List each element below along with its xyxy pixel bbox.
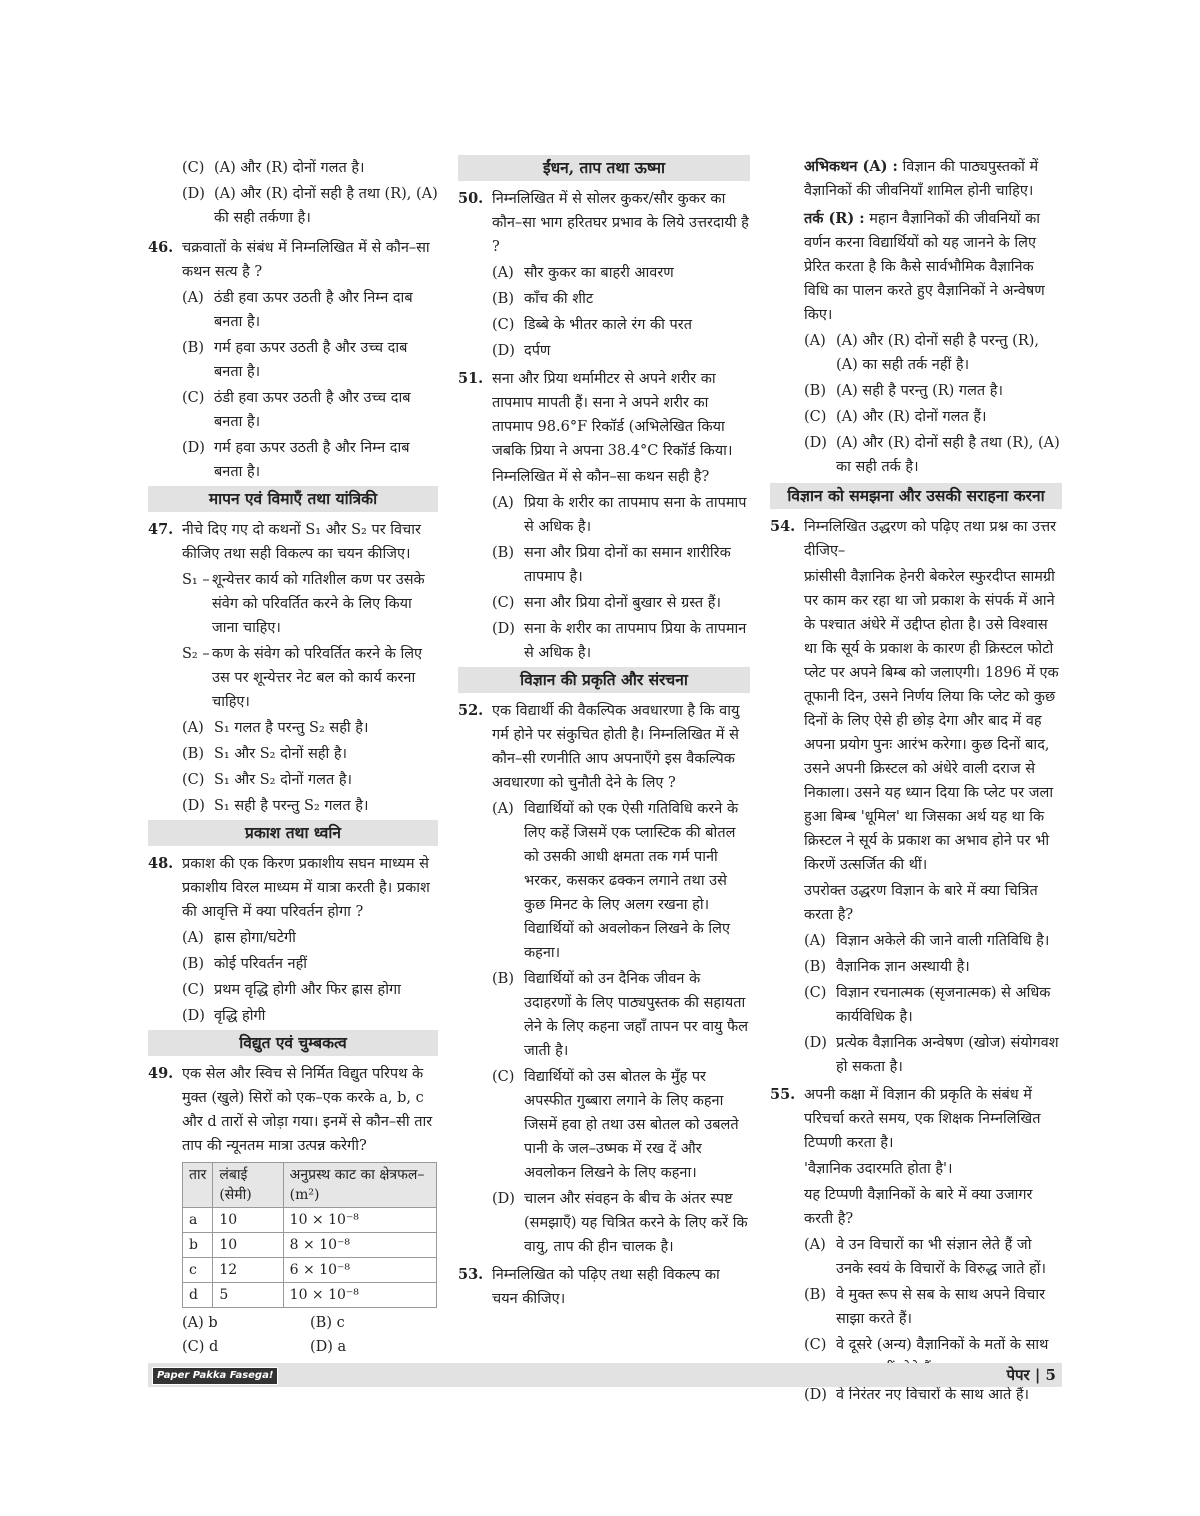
question-text: चक्रवातों के संबंध में निम्नलिखित में से कौन–सा कथन सत्य है ? — [182, 240, 430, 280]
table-cell: c — [183, 1258, 213, 1283]
q45-option-d: (D) (A) और (R) दोनों सही है तथा (R), (A) की सही तर्कणा है। — [182, 186, 438, 226]
question-49 — [148, 1062, 438, 1359]
section-heading: विज्ञान की प्रकृति और संरचना — [458, 667, 750, 693]
question-number: 52. — [458, 702, 484, 719]
option-d: (D) गर्म हवा ऊपर उठती है और निम्न दाब बनता है। — [182, 440, 410, 480]
table-cell: 10 — [213, 1208, 283, 1233]
column-3 — [770, 155, 1062, 1409]
question-prompt: यह टिप्पणी वैज्ञानिकों के बारे में क्या उजागर करती है? — [804, 1187, 1033, 1227]
option-a: (A) S₁ गलत है परन्तु S₂ सही है। — [182, 720, 369, 736]
question-number: 50. — [458, 190, 484, 207]
option-b: (B) (A) सही है परन्तु (R) गलत है। — [804, 383, 1003, 399]
q45-option-c: (C) (A) और (R) दोनों गलत है। — [182, 160, 365, 176]
option-a: (A) (A) और (R) दोनों सही है परन्तु (R), (A) का सही तर्क नहीं है। — [804, 333, 1039, 373]
question-47 — [148, 518, 438, 818]
option-c: (C) ठंडी हवा ऊपर उठती है और उच्च दाब बनता है। — [182, 390, 411, 430]
option-b: (B) S₁ और S₂ दोनों सही है। — [182, 746, 348, 762]
assertion-text: विज्ञान की पाठ्यपुस्तकों में वैज्ञानिकों की जीवनियाँ शामिल होनी चाहिए। — [804, 159, 1039, 199]
option-d: (D) दर्पण — [492, 343, 551, 359]
section-heading: ईंधन, ताप तथा ऊष्मा — [458, 155, 750, 181]
option-c: (C) प्रथम वृद्धि होगी और फिर ह्रास होगा — [182, 982, 401, 998]
question-number: 47. — [148, 521, 174, 538]
question-text: निम्नलिखित उद्धरण को पढ़िए तथा प्रश्न का उत्तर दीजिए– — [804, 519, 1057, 559]
question-text: प्रकाश की एक किरण प्रकाशीय सघन माध्यम से प्रकाशीय विरल माध्यम में यात्रा करती है। प्रकाश की आवृत्ति में क्या परिवर्तन होगा ? — [182, 856, 430, 920]
option-c: (C) वे दूसरे (अन्य) वैज्ञानिकों के मतों के साथ — [804, 1337, 1049, 1353]
question-text: एक विद्यार्थी की वैकल्पिक अवधारणा है कि वायु गर्म होने पर संकुचित होती है। निम्नलिखित में से कौन–सी रणनीति आप अपनाएँगे इस वैकल्पिक अवधारणा को चुनौती देने के लिए ? — [492, 703, 740, 791]
section-heading: विद्युत एवं चुम्बकत्व — [148, 1030, 438, 1056]
option-b: (B) कोई परिवर्तन नहीं — [182, 956, 308, 972]
page-footer — [148, 1363, 1062, 1387]
question-50 — [458, 187, 750, 363]
option-a: (A) ठंडी हवा ऊपर उठती है और निम्न दाब बनता है। — [182, 290, 413, 330]
question-number: 48. — [148, 855, 174, 872]
table-cell: a — [183, 1208, 213, 1233]
question-number: 55. — [770, 1086, 796, 1103]
option-b: (B) वैज्ञानिक ज्ञान अस्थायी है। — [804, 959, 970, 975]
assertion-label: अभिकथन (A) : — [804, 158, 898, 175]
option-a: (A) वे उन विचारों का भी संज्ञान लेते हैं जो उनके स्वयं के विचारों के विरुद्ध जाते हों। — [804, 1237, 1047, 1277]
table-row — [183, 1258, 437, 1283]
question-text: निम्नलिखित में से सोलर कुकर/सौर कुकर का कौन–सा भाग हरितघर प्रभाव के लिये उत्तरदायी है ? — [492, 191, 749, 255]
option-a: (A) विद्यार्थियों को एक ऐसी गतिविधि करने के लिए कहें जिसमें एक प्लास्टिक की बोतल को उसकी आधी क्षमता तक गर्म पानी भरकर, कसकर ढक्कन लगाने तथा उसे कुछ मिनट के लिए अलग रखना हो। विद्यार्थियों को अवलोकन लिखने के लिए कहना। — [492, 801, 739, 961]
q45-options — [148, 156, 438, 230]
reason — [770, 207, 1062, 327]
question-53 — [458, 1263, 750, 1311]
option-c: (C) d — [182, 1339, 219, 1355]
question-number: 46. — [148, 239, 174, 256]
option-c: (C) विज्ञान रचनात्मक (सृजनात्मक) से अधिक कार्यविधिक है। — [804, 985, 1051, 1025]
option-d: (D) प्रत्येक वैज्ञानिक अन्वेषण (खोज) संयोगवश हो सकता है। — [804, 1035, 1059, 1075]
question-55 — [770, 1083, 1062, 1407]
table-cell: d — [183, 1283, 213, 1308]
table-cell: 10 × 10⁻⁸ — [283, 1283, 436, 1308]
section-heading: विज्ञान को समझना और उसकी सराहना करना — [770, 483, 1062, 509]
question-text: सना और प्रिया थर्मामीटर से अपने शरीर का तापमाप मापती हैं। सना ने अपने शरीर का तापमाप 98.6°F रिकॉर्ड (अभिलेखित किया जबकि प्रिया ने अपना 38.4°C रिकॉर्ड किया। — [492, 371, 733, 459]
answer-row — [148, 1311, 438, 1335]
option-d: (D) वे निरंतर नए विचारों के साथ आते हैं। — [804, 1387, 1030, 1403]
option-d: (D) (A) और (R) दोनों सही है तथा (R), (A) का सही तर्क है। — [804, 435, 1060, 475]
option-b: (B) काँच की शीट — [492, 291, 594, 307]
section-heading: मापन एवं विमाएँ तथा यांत्रिकी — [148, 486, 438, 512]
question-52 — [458, 699, 750, 1259]
option-c: (C) (A) और (R) दोनों गलत हैं। — [804, 409, 987, 425]
table-cell: 10 — [213, 1233, 283, 1258]
wire-table — [182, 1162, 437, 1308]
page-number: पेपर | 5 — [1006, 1366, 1056, 1384]
reason-text: महान वैज्ञानिकों की जीवनियों का वर्णन करना विद्यार्थियों को यह जानने के लिए प्रेरित करता है कि कैसे सार्वभौमिक वैज्ञानिक विधि का पालन करते हुए वैज्ञानिकों ने अन्वेषण किए। — [804, 211, 1045, 323]
question-text: निम्नलिखित को पढ़िए तथा सही विकल्प का चयन कीजिए। — [492, 1267, 720, 1307]
table-cell: 12 — [213, 1258, 283, 1283]
option-d: (D) चालन और संवहन के बीच के अंतर स्पष्ट (समझाएँ) यह चित्रित करने के लिए करें कि वायु, ताप की हीन चालक है। — [492, 1191, 748, 1255]
option-b: (B) गर्म हवा ऊपर उठती है और उच्च दाब बनता है। — [182, 340, 408, 380]
statement-s2: S₂ – कण के संवेग को परिवर्तित करने के लिए उस पर शून्येत्तर नेट बल को कार्य करना चाहिए। — [182, 646, 423, 710]
section-heading: प्रकाश तथा ध्वनि — [148, 820, 438, 846]
option-d: (D) वृद्धि होगी — [182, 1008, 266, 1024]
question-46 — [148, 236, 438, 484]
question-text: नीचे दिए गए दो कथनों S₁ और S₂ पर विचार कीजिए तथा सही विकल्प का चयन कीजिए। — [182, 522, 421, 562]
question-51 — [458, 367, 750, 665]
table-cell: 8 × 10⁻⁸ — [283, 1233, 436, 1258]
brand-logo: Paper Pakka Fasega! — [152, 1367, 278, 1385]
question-number: 49. — [148, 1065, 174, 1082]
option-a: (A) प्रिया के शरीर का तापमाप सना के तापमाप से अधिक है। — [492, 495, 747, 535]
table-cell: 6 × 10⁻⁸ — [283, 1258, 436, 1283]
table-row — [183, 1283, 437, 1308]
option-a: (A) b — [182, 1315, 218, 1331]
option-b: (B) विद्यार्थियों को उन दैनिक जीवन के उदाहरणों के लिए पाठ्यपुस्तक की सहायता लेने के लिए कहना जहाँ तापन पर वायु फैल जाती है। — [492, 971, 749, 1059]
option-c: (C) S₁ और S₂ दोनों गलत है। — [182, 772, 353, 788]
table-header-row — [183, 1163, 437, 1208]
passage: फ्रांसीसी वैज्ञानिक हेनरी बेकरेल स्फुरदीप्त सामग्री पर काम कर रहा था जो प्रकाश के संपर्क में आने के पश्चात अंधेरे में उद्दीप्त होता है। उसे विश्वास था कि सूर्य के प्रकाश के कारण ही क्रिस्टल फोटो प्लेट पर अपने बिम्ब को जलाएगी। 1896 में एक तूफानी दिन, उसने निर्णय लिया कि प्लेट को कुछ दिनों के लिए ऐसे ही छोड़ देगा और बाद में वह अपना प्रयोग पुनः आरंभ करेगा। कुछ दिनों बाद, उसने अपनी क्रिस्टल को अंधेरे वाली दराज से निकाला। उसने यह ध्यान दिया कि प्लेट पर जला हुआ बिम्ब 'धूमिल' था जिसका अर्थ यह था कि क्रिस्टल ने सूर्य के प्रकाश का अभाव होने पर भी किरणें उत्सर्जित की थीं। — [804, 569, 1059, 873]
table-row — [183, 1233, 437, 1258]
table-header: अनुप्रस्थ काट का क्षेत्रफल– (m²) — [283, 1163, 436, 1208]
question-48 — [148, 852, 438, 1028]
table-cell: 5 — [213, 1283, 283, 1308]
option-b: (B) सना और प्रिया दोनों का समान शारीरिक तापमाप है। — [492, 545, 731, 585]
question-54 — [770, 515, 1062, 1079]
question-text: एक सेल और स्विच से निर्मित विद्युत परिपथ के मुक्त (खुले) सिरों को एक–एक करके a, b, c और d तारों से जोड़ा गया। इनमें से कौन–सी तार ताप की न्यूनतम मात्रा उत्पन्न करेगी? — [182, 1066, 433, 1154]
column-2 — [458, 155, 750, 1313]
table-cell: 10 × 10⁻⁸ — [283, 1208, 436, 1233]
option-a: (A) विज्ञान अकेले की जाने वाली गतिविधि है। — [804, 933, 1050, 949]
table-cell: b — [183, 1233, 213, 1258]
statement-s1: S₁ – शून्येत्तर कार्य को गतिशील कण पर उसके संवेग को परिवर्तित करने के लिए किया जाना चाहिए। — [182, 572, 425, 636]
answer-row — [148, 1335, 438, 1359]
option-c: (C) विद्यार्थियों को उस बोतल के मुँह पर अपस्फीत गुब्बारा लगाने के लिए कहना जिसमें हवा हो तथा उस बोतल को उबलते पानी के जल–उष्मक में रख दें और अवलोकन लिखने के लिए कहना। — [492, 1069, 739, 1181]
question-number: 54. — [770, 518, 796, 535]
question-prompt: उपरोक्त उद्धरण विज्ञान के बारे में क्या चित्रित करता है? — [804, 883, 1038, 923]
column-1 — [148, 155, 438, 1360]
option-d: (D) सना के शरीर का तापमाप प्रिया के तापमान से अधिक है। — [492, 621, 747, 661]
table-row — [183, 1208, 437, 1233]
option-b: (B) वे मुक्त रूप से सब के साथ अपने विचार साझा करते हैं। — [804, 1287, 1046, 1327]
option-d: (D) S₁ सही है परन्तु S₂ गलत है। — [182, 798, 369, 814]
question-number: 51. — [458, 370, 484, 387]
reason-label: तर्क (R) : — [804, 210, 865, 227]
assertion — [770, 155, 1062, 203]
option-c: (C) डिब्बे के भीतर काले रंग की परत — [492, 317, 692, 333]
table-header: लंबाई (सेमी) — [213, 1163, 283, 1208]
option-b: (B) c — [310, 1315, 345, 1331]
option-c: (C) सना और प्रिया दोनों बुखार से ग्रस्त हैं। — [492, 595, 721, 611]
q53-options — [770, 329, 1062, 479]
question-subtext: निम्नलिखित में से कौन–सा कथन सही है? — [492, 469, 710, 485]
quote: 'वैज्ञानिक उदारमति होता है'। — [804, 1161, 953, 1177]
option-a: (A) सौर कुकर का बाहरी आवरण — [492, 265, 674, 281]
table-header: तार — [183, 1163, 213, 1208]
question-number: 53. — [458, 1266, 484, 1283]
question-text: अपनी कक्षा में विज्ञान की प्रकृति के संबंध में परिचर्चा करते समय, एक शिक्षक निम्नलिखित टिप्पणी करता है। — [804, 1087, 1041, 1151]
option-a: (A) ह्रास होगा/घटेगी — [182, 930, 296, 946]
option-d: (D) a — [310, 1339, 347, 1355]
